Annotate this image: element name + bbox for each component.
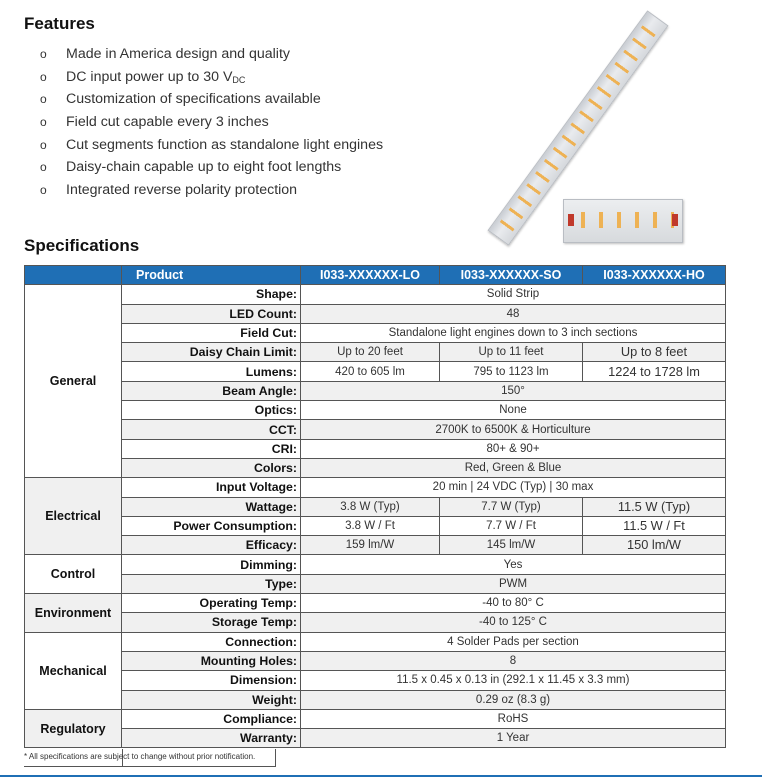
spec-label: Beam Angle: [122,381,301,400]
table-row [25,651,726,670]
feature-item [40,66,383,89]
category-cell: Electrical [25,478,122,555]
spec-label: CRI: [122,439,301,458]
spec-value: 8 [301,651,726,670]
footer-rule [0,775,762,777]
table-row [25,709,726,728]
feature-item [40,88,383,111]
feature-text: Daisy-chain capable up to eight foot lengths [66,159,342,176]
footnote: * All specifications are subject to change without prior notification. [24,752,256,761]
feature-text: Cut segments function as standalone light engines [66,136,384,153]
spec-value: 11.5 x 0.45 x 0.13 in (292.1 x 11.45 x 3.3 mm) [301,671,726,690]
table-row [25,632,726,651]
table-row [25,555,726,574]
spec-value: 7.7 W (Typ) [440,497,583,516]
table-header-row [25,266,726,285]
spec-label: Field Cut: [122,323,301,342]
spec-value: 145 lm/W [440,536,583,555]
spec-value: None [301,401,726,420]
spec-value: Up to 8 feet [583,343,726,362]
spec-value: 1224 to 1728 lm [583,362,726,381]
feature-item [40,43,383,66]
table-row [25,671,726,690]
bullet-icon: o [40,137,47,152]
spec-value: 3.8 W (Typ) [301,497,440,516]
spec-value: 0.29 oz (8.3 g) [301,690,726,709]
header-ho: I033-XXXXXX-HO [583,266,726,285]
bullet-icon: o [40,47,47,61]
spec-value: Up to 20 feet [301,343,440,362]
table-row [25,536,726,555]
table-row [25,613,726,632]
spec-value: 3.8 W / Ft [301,516,440,535]
bullet-icon: o [40,115,47,130]
table-row [25,285,726,304]
spec-label: Mounting Holes: [122,651,301,670]
feature-text: Field cut capable every 3 inches [66,114,269,131]
table-row [25,420,726,439]
header-so: I033-XXXXXX-SO [440,266,583,285]
spec-value: Yes [301,555,726,574]
spec-label: Wattage: [122,497,301,516]
table-row [25,497,726,516]
spec-value: 11.5 W / Ft [583,516,726,535]
spec-label: Connection: [122,632,301,651]
feature-text: DC input power up to 30 V [66,68,233,85]
category-cell: Environment [25,594,122,633]
category-cell: General [25,285,122,478]
spec-value: -40 to 80° C [301,594,726,613]
light-engine-image [563,199,683,243]
specifications-table [24,265,726,748]
spec-label: Operating Temp: [122,594,301,613]
spec-label: Daisy Chain Limit: [122,343,301,362]
spec-label: Colors: [122,458,301,477]
spec-value: 420 to 605 lm [301,362,440,381]
table-row [25,574,726,593]
feature-text: Integrated reverse polarity protection [66,182,298,199]
header-product: Product [122,266,301,285]
table-row [25,516,726,535]
spec-label: LED Count: [122,304,301,323]
table-row [25,458,726,477]
spec-value: Red, Green & Blue [301,458,726,477]
spec-label: CCT: [122,420,301,439]
table-row [25,594,726,613]
category-cell: Control [25,555,122,594]
features-list [40,43,383,202]
bullet-icon: o [40,69,47,84]
spec-value: 7.7 W / Ft [440,516,583,535]
table-row [25,343,726,362]
table-row [25,439,726,458]
spec-label: Input Voltage: [122,478,301,497]
feature-text: Made in America design and quality [66,46,290,62]
spec-label: Lumens: [122,362,301,381]
spec-value: 4 Solder Pads per section [301,632,726,651]
table-row [25,304,726,323]
spec-value: 1 Year [301,729,726,748]
feature-text: Customization of specifications available [66,91,321,108]
spec-value: 150 lm/W [583,536,726,555]
bullet-icon: o [40,183,47,198]
spec-value: 20 min | 24 VDC (Typ) | 30 max [301,478,726,497]
header-lo: I033-XXXXXX-LO [301,266,440,285]
specifications-heading: Specifications [24,236,140,255]
spec-value: 80+ & 90+ [301,439,726,458]
spec-value: 48 [301,304,726,323]
table-row [25,362,726,381]
category-cell: Regulatory [25,709,122,748]
feature-item [40,156,383,179]
header-empty [25,266,122,285]
spec-value: 795 to 1123 lm [440,362,583,381]
table-row [25,690,726,709]
feature-item [40,111,383,134]
spec-value: 11.5 W (Typ) [583,497,726,516]
table-row [25,323,726,342]
category-cell: Mechanical [25,632,122,709]
spec-value: Standalone light engines down to 3 inch sections [301,323,726,342]
table-row [25,401,726,420]
table-row [25,381,726,400]
spec-value: 150° [301,381,726,400]
spec-label: Power Consumption: [122,516,301,535]
bullet-icon: o [40,160,47,175]
spec-value: -40 to 125° C [301,613,726,632]
spec-value: PWM [301,574,726,593]
spec-label: Dimension: [122,671,301,690]
spec-value: 159 lm/W [301,536,440,555]
spec-value: RoHS [301,709,726,728]
spec-label: Optics: [122,401,301,420]
table-row [25,729,726,748]
spec-label: Compliance: [122,709,301,728]
spec-label: Dimming: [122,555,301,574]
spec-label: Efficacy: [122,536,301,555]
spec-label: Storage Temp: [122,613,301,632]
table-row [25,478,726,497]
spec-value: 2700K to 6500K & Horticulture [301,420,726,439]
feature-item [40,134,383,157]
spec-value: Up to 11 feet [440,343,583,362]
feature-subscript: DC [232,74,246,85]
spec-value: Solid Strip [301,285,726,304]
spec-label: Shape: [122,285,301,304]
spec-label: Warranty: [122,729,301,748]
spec-label: Type: [122,574,301,593]
feature-item [40,179,383,202]
bullet-icon: o [40,92,47,107]
spec-label: Weight: [122,690,301,709]
features-heading: Features [24,14,95,33]
